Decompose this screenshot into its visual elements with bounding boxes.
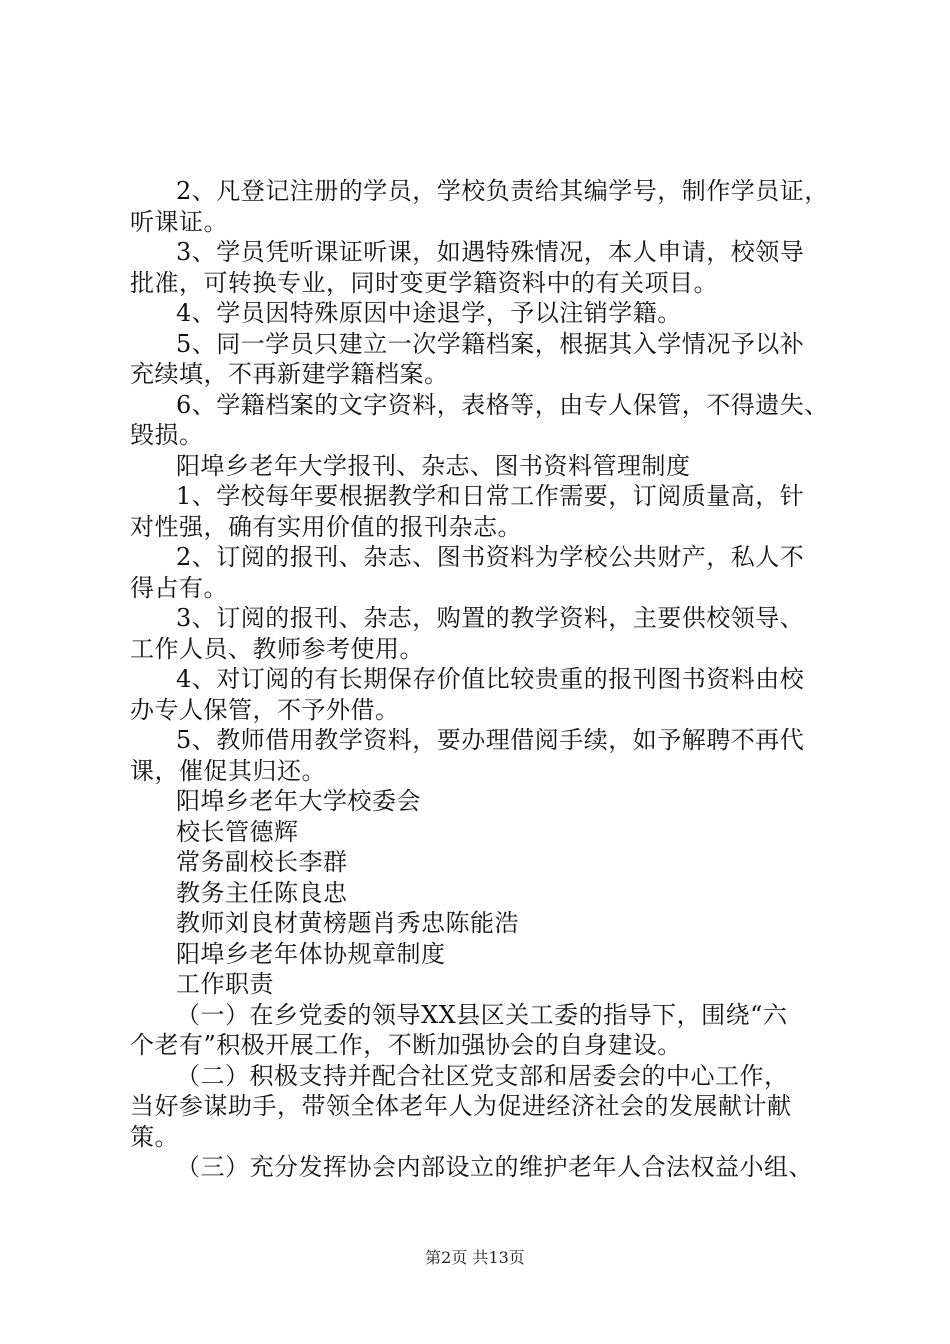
text-line: 4、学员因特殊原因中途退学，予以注销学籍。 xyxy=(176,299,682,327)
text-line: 工作职责 xyxy=(176,970,274,998)
text-line: 对性强，确有实用价值的报刊杂志。 xyxy=(130,512,522,541)
text-line: 听课证。 xyxy=(130,207,228,236)
text-line: 1、学校每年要根据教学和日常工作需要，订阅质量高，针 xyxy=(176,482,805,510)
text-line: 毁损。 xyxy=(130,421,204,449)
text-line: 课，催促其归还。 xyxy=(130,756,326,785)
text-line: 阳埠乡老年大学报刊、杂志、图书资料管理制度 xyxy=(176,451,691,480)
text-line: 得占有。 xyxy=(130,573,228,602)
text-line: 3、订阅的报刊、杂志，购置的教学资料，主要供校领导、 xyxy=(176,604,805,632)
text-line: 教师刘良材黄榜题肖秀忠陈能浩 xyxy=(176,909,519,937)
text-line: （三）充分发挥协会内部设立的维护老年人合法权益小组、 xyxy=(176,1153,813,1181)
text-line: 工作人员、教师参考使用。 xyxy=(130,634,424,663)
text-line: 策。 xyxy=(130,1122,179,1151)
text-line: 教务主任陈良忠 xyxy=(176,878,348,907)
text-line: 5、教师借用教学资料，要办理借阅手续，如予解聘不再代 xyxy=(176,726,805,754)
text-line: 3、学员凭听课证听课，如遇特殊情况，本人申请，校领导 xyxy=(176,238,805,266)
text-line: 阳埠乡老年大学校委会 xyxy=(176,787,421,815)
text-line: 5、同一学员只建立一次学籍档案，根据其入学情况予以补 xyxy=(176,329,805,358)
text-line: 办专人保管，不予外借。 xyxy=(130,695,400,724)
text-line: 校长管德辉 xyxy=(176,817,299,846)
text-line: （二）积极支持并配合社区党支部和居委会的中心工作， xyxy=(176,1061,789,1090)
page-number-footer: 第2页 共13页 xyxy=(425,1248,525,1267)
text-line: 充续填，不再新建学籍档案。 xyxy=(130,360,449,388)
text-line: 2、订阅的报刊、杂志、图书资料为学校公共财产，私人不 xyxy=(176,543,805,571)
text-line: 4、对订阅的有长期保存价值比较贵重的报刊图书资料由校 xyxy=(176,665,805,693)
text-line: 当好参谋助手，带领全体老年人为促进经济社会的发展献计献 xyxy=(130,1092,792,1120)
text-line: 常务副校长李群 xyxy=(176,848,348,876)
text-line: 阳埠乡老年体协规章制度 xyxy=(176,939,446,968)
text-line: 批准，可转换专业，同时变更学籍资料中的有关项目。 xyxy=(130,268,718,297)
text-line: 2、凡登记注册的学员，学校负责给其编学号，制作学员证， xyxy=(176,177,829,205)
text-line: 个老有”积极开展工作，不断加强协会的自身建设。 xyxy=(130,1031,682,1059)
text-line: （一）在乡党委的领导XX县区关工委的指导下，围绕“六 xyxy=(176,1000,788,1029)
text-line: 6、学籍档案的文字资料，表格等，由专人保管，不得遗失、 xyxy=(176,390,829,419)
document-body xyxy=(130,176,850,1183)
